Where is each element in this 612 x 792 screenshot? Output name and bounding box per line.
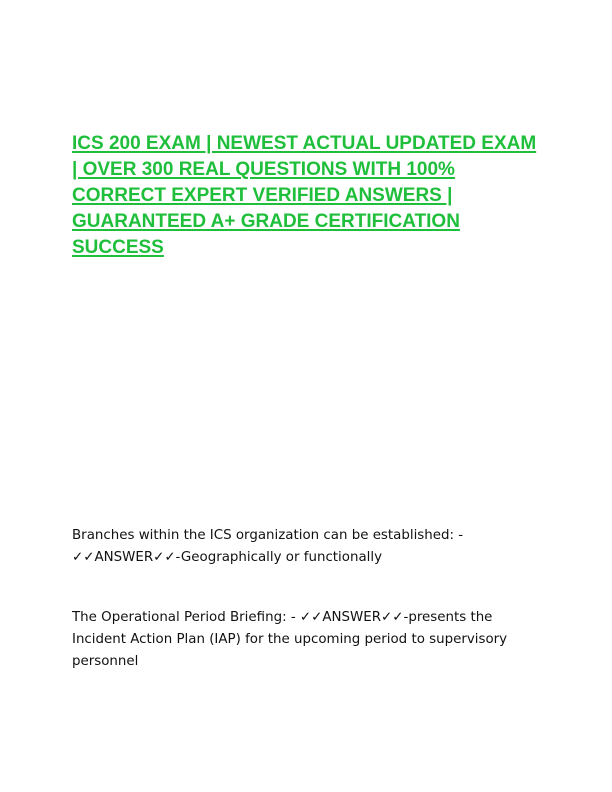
- document-title: ICS 200 EXAM | NEWEST ACTUAL UPDATED EXAM | OVER 300 REAL QUESTIONS WITH 100% CORRECT EXPERT VERIFIED ANSWERS | GUARANTEED A+ GRADE CERTIFICATION SUCCESS: [72, 133, 537, 258]
- question-answer-item: Branches within the ICS organization can be established: - ✓✓ANSWER✓✓-Geographically or functionally: [72, 528, 464, 565]
- question-answer-item: The Operational Period Briefing: - ✓✓ANSWER✓✓-presents the Incident Action Plan (IAP) for the upcoming period to supervisory personnel: [72, 610, 508, 669]
